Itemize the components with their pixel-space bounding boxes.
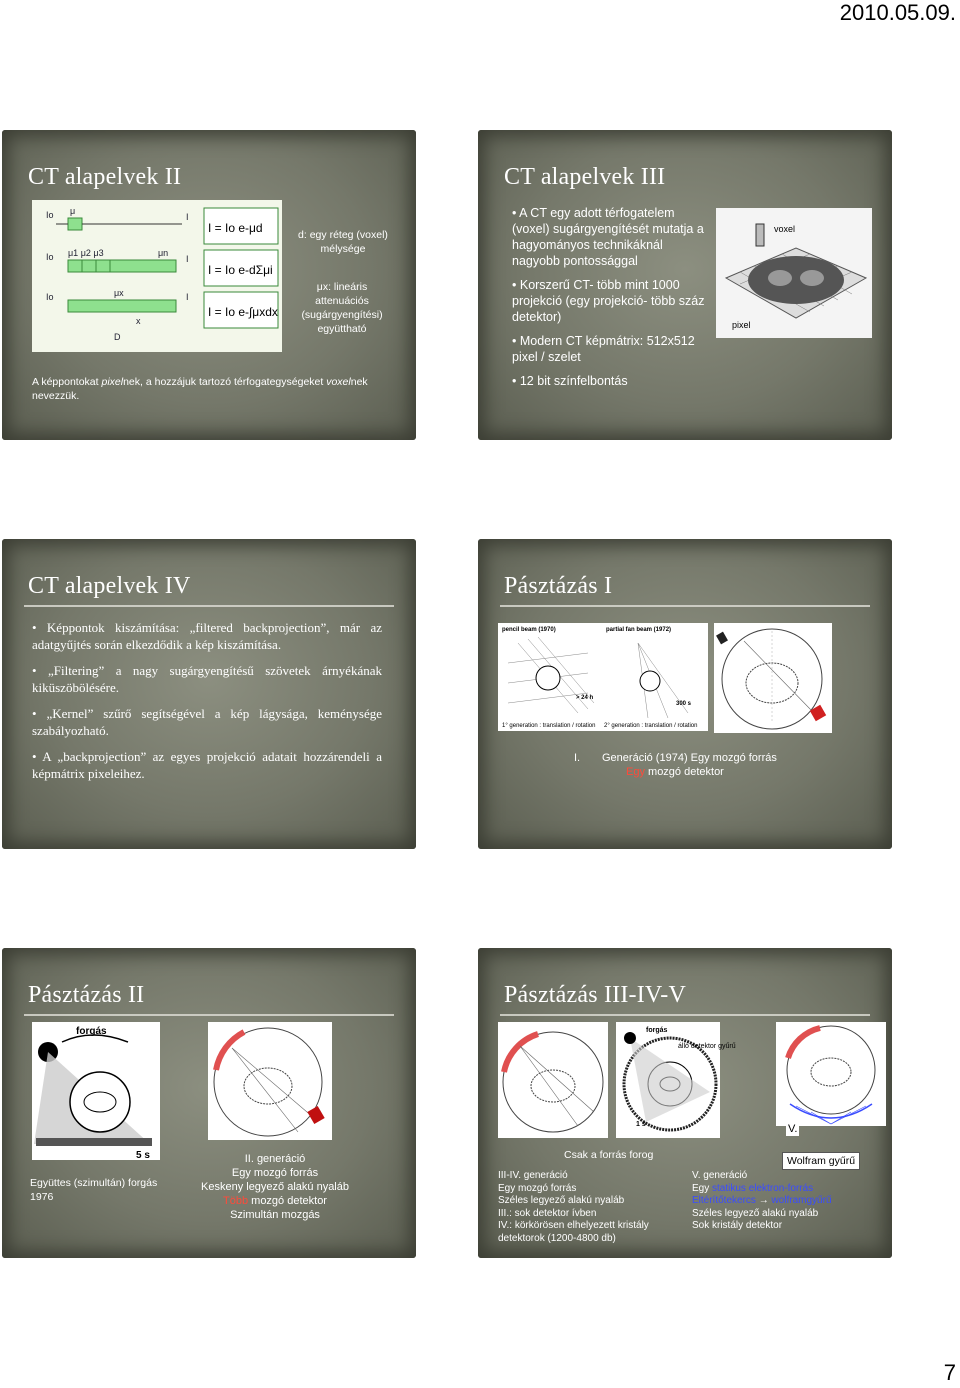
bullet-item: • „Filtering” a nagy sugárgyengítésű szövetek árnyékának kiküszöbölésére. — [32, 663, 382, 695]
document-date: 2010.05.09. — [839, 0, 956, 25]
wolfram-ring-label: Wolfram gyűrű — [782, 1152, 860, 1170]
title-rule — [500, 605, 870, 607]
generation-2-caption — [182, 1152, 368, 1222]
fig-label: partial fan beam (1972) — [606, 627, 672, 633]
svg-text:x: x — [136, 316, 141, 326]
caption-line: Szimultán mozgás — [230, 1209, 320, 1221]
bullet-list — [32, 619, 382, 791]
title-rule — [24, 1014, 394, 1016]
caption-line: III-IV. generáció — [498, 1170, 568, 1181]
svg-text:I: I — [186, 292, 189, 302]
caption-line: Sok kristály detektor — [692, 1220, 783, 1231]
fig-label: pencil beam (1970) — [502, 627, 556, 633]
fig-label: > 24 h — [576, 695, 594, 701]
slide-title: CT alapelvek II — [28, 164, 182, 190]
caption-line: Több mozgó detektor — [223, 1195, 327, 1207]
generation-1-caption — [574, 751, 814, 779]
caption-text: nek, a hozzájuk tartozó térfogategységeket — [123, 376, 327, 388]
svg-text:I = Io e-∫μxdx: I = Io e-∫μxdx — [208, 305, 278, 319]
generation-4-figure — [616, 1022, 736, 1138]
fig-label: forgás — [646, 1027, 668, 1034]
slide-pasztazas-2 — [2, 948, 416, 1258]
caption-pixel-voxel — [32, 375, 382, 403]
fig-label: forgás — [76, 1026, 107, 1037]
generation-3-4-caption — [498, 1170, 668, 1245]
fig-label: 5 s — [136, 1150, 150, 1161]
caption-number: I. — [574, 752, 581, 764]
page-number: 7 — [943, 1360, 956, 1385]
bullet-item: • A „backprojection” az egyes projekció adatait hozzárendeli a képmátrix pixeleihez. — [32, 749, 382, 781]
caption-line: Eltérítőtekercs → wolframgyűrű — [692, 1195, 832, 1206]
caption-voxel: voxel — [326, 376, 351, 388]
svg-text:I = Io e-dΣμi: I = Io e-dΣμi — [208, 263, 273, 277]
caption-text: nek nevezzük. — [32, 376, 368, 402]
caption-line: Egy mozgó forrás — [498, 1182, 577, 1194]
svg-text:I: I — [186, 254, 189, 264]
fig-label: 2° generation : translation / rotation — [604, 723, 698, 729]
simultaneous-caption: Együttes (szimultán) forgás 1976 — [30, 1177, 158, 1203]
generation-5-figure — [776, 1022, 886, 1126]
slide-title: Pásztázás III-IV-V — [504, 982, 686, 1008]
caption-pixel: pixel — [101, 376, 124, 388]
svg-text:μ1 μ2 μ3: μ1 μ2 μ3 — [68, 248, 104, 258]
caption-highlight: Egy — [626, 766, 645, 778]
note-d: d: egy réteg (voxel) mélysége — [298, 229, 388, 255]
slide-title: CT alapelvek IV — [28, 573, 191, 599]
slide-title: Pásztázás II — [28, 982, 145, 1008]
voxel-pixel-figure — [716, 208, 872, 338]
bullet-item: • „Kernel” szűrő segítségével a kép lágysága, keménysége szabályozható. — [32, 706, 382, 738]
bullet-list — [512, 205, 708, 397]
caption-line: mozgó detektor — [644, 766, 724, 778]
svg-text:Io: Io — [46, 210, 54, 220]
generation-1-circle-figure — [714, 623, 832, 733]
caption-line: Széles legyező alakú nyaláb — [498, 1195, 625, 1206]
rotation-figure — [32, 1022, 160, 1160]
source-rotates-label: Csak a forrás forog — [564, 1149, 654, 1161]
slide-pasztazas-1 — [478, 539, 892, 849]
slide-ct-alapelvek-4 — [2, 539, 416, 849]
bullet-item: • Modern CT képmátrix: 512x512 pixel / szelet — [512, 334, 695, 364]
fig-label: 1 s — [636, 1121, 646, 1128]
note-mu: μx: lineáris attenuációs (sugárgyengítési) együttható — [301, 281, 383, 335]
caption-line: Széles legyező alakú nyaláb — [692, 1207, 819, 1219]
caption-line: IV.: körkörösen elhelyezett kristály detektorok (1200-4800 db) — [498, 1220, 649, 1244]
svg-text:voxel: voxel — [774, 224, 796, 234]
fig-label: 1° generation : translation / rotation — [502, 723, 596, 729]
generation-2-figure — [208, 1022, 332, 1140]
fig-label: 300 s — [676, 701, 692, 707]
caption-line: V. generáció — [692, 1170, 748, 1181]
slide-pasztazas-3-4-5 — [478, 948, 892, 1258]
bullet-item: • A CT egy adott térfogatelem (voxel) sugárgyengítését mutatja a hagyományos technikáknál nagyobb pontossággal — [512, 206, 704, 268]
slide-ct-alapelvek-2 — [2, 130, 416, 440]
bullet-item: • Képpontok kiszámítása: „filtered backprojection”, már az adatgyűjtés során elkezdődik a kép kiszámítása. — [32, 620, 382, 652]
svg-text:μx: μx — [114, 288, 124, 298]
svg-text:μn: μn — [158, 248, 169, 258]
caption-line: II. generáció — [244, 1153, 306, 1165]
svg-text:Io: Io — [46, 252, 54, 262]
caption-text: A képpontokat — [32, 376, 102, 388]
generation-1-2-figure — [498, 623, 708, 731]
fig-label: álló detektor gyűrű — [678, 1043, 736, 1050]
caption-line: III.: sok detektor ívben — [498, 1207, 597, 1219]
title-rule — [500, 1014, 870, 1016]
svg-text:I = Io e-μd: I = Io e-μd — [208, 221, 263, 235]
svg-text:μ: μ — [70, 206, 76, 216]
generation-5-label: V. — [788, 1123, 798, 1135]
svg-text:Io: Io — [46, 292, 54, 302]
caption-highlight: Több — [223, 1195, 249, 1207]
svg-text:pixel: pixel — [732, 320, 751, 330]
svg-text:I: I — [186, 212, 189, 222]
caption-line: Egy statikus elektron-forrás — [692, 1182, 814, 1194]
caption-line: Egy mozgó forrás — [231, 1167, 319, 1179]
bullet-item: • Korszerű CT- több mint 1000 projekció (egy projekció- több száz detektor) — [512, 278, 705, 324]
generation-3-figure — [498, 1022, 608, 1138]
bullet-item: • 12 bit színfelbontás — [512, 374, 628, 388]
svg-text:D: D — [114, 332, 121, 342]
slide-ct-alapelvek-3 — [478, 130, 892, 440]
title-rule — [24, 605, 394, 607]
generation-5-caption — [692, 1170, 882, 1233]
caption-line: Generáció (1974) Egy mozgó forrás — [602, 752, 777, 764]
attenuation-diagram — [32, 200, 282, 352]
slide-title: Pásztázás I — [504, 573, 613, 599]
slide-title: CT alapelvek III — [504, 164, 666, 190]
caption-line: Keskeny legyező alakú nyaláb — [201, 1181, 349, 1193]
